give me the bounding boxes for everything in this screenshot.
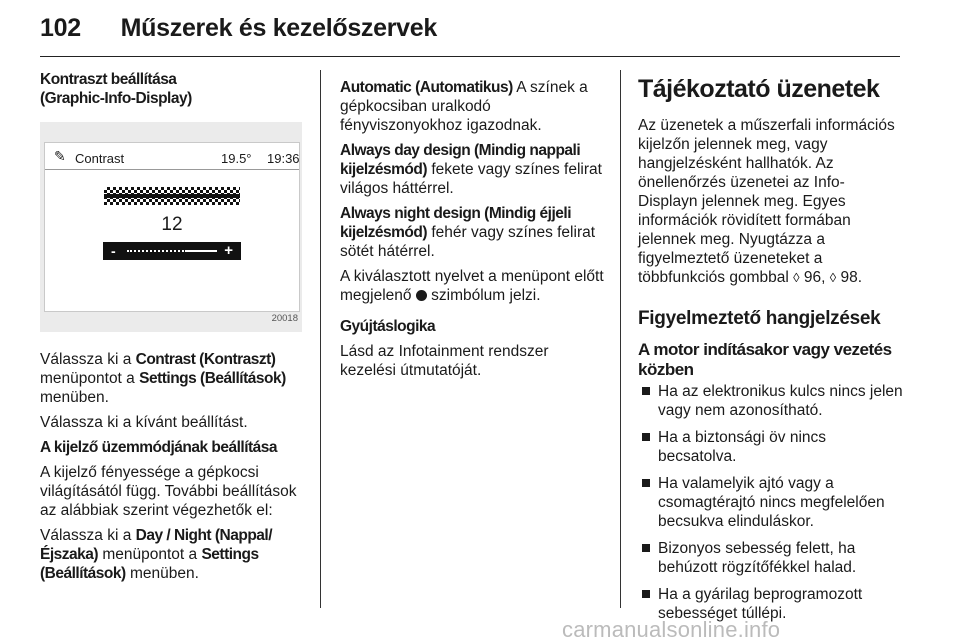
paragraph-brightness: A kijelző fényessége a gépkocsi világításától függ. További beállítások az alábbiak szerint végezhetők el:: [40, 464, 297, 519]
column-2: [340, 78, 608, 386]
option-always-night: Always night design (Mindig éjjeli kijelzésmód) fehér vagy színes felirat sötét hátérrel.: [340, 205, 596, 260]
list-item: Ha az elektronikus kulcs nincs jelen vagy nem azonosítható.: [638, 382, 904, 420]
option-always-day: Always day design (Mindig nappali kijelzésmód) fekete vagy színes felirat világos háttérrel.: [340, 142, 602, 197]
column-3: [638, 74, 904, 631]
filled-circle-icon: [416, 290, 427, 301]
bullet-square-icon: [642, 590, 650, 598]
page-ref-arrow-icon: ◊: [793, 270, 800, 285]
option-automatic: Automatic (Automatikus) A színek a gépkocsiban uralkodó fényviszonyokhoz igazodnak.: [340, 79, 588, 134]
display-time: 19:36: [267, 151, 300, 166]
engine-start-subheading: A motor indításakor vagy vezetés közben: [638, 340, 892, 379]
page-header: [40, 14, 437, 43]
display-mode-heading: A kijelző üzemmódjának beállítása: [40, 439, 278, 456]
slider-plus: +: [224, 242, 233, 259]
page-ref-arrow-icon: ◊: [829, 270, 837, 285]
warning-chimes-heading: Figyelmeztető hangjelzések: [638, 308, 881, 329]
list-item: Ha valamelyik ajtó vagy a csomagtérajtó nincs megfelelően becsukva elinduláskor.: [638, 474, 904, 531]
display-label: Contrast: [75, 151, 125, 166]
ignition-logic-heading: Gyújtáslogika: [340, 318, 436, 335]
warning-list: [638, 382, 904, 623]
paragraph-select-contrast: Válassza ki a Contrast (Kontraszt) menüpontot a Settings (Beállítások) menüben.: [40, 351, 286, 406]
header-rule: [40, 56, 900, 57]
slider-solid-track: [187, 250, 217, 252]
bullet-square-icon: [642, 544, 650, 552]
contrast-test-band: [104, 194, 240, 198]
bullet-square-icon: [642, 433, 650, 441]
bullet-square-icon: [642, 387, 650, 395]
bullet-square-icon: [642, 479, 650, 487]
column-divider-2: [620, 70, 621, 608]
paragraph-language-symbol: A kiválasztott nyelvet a menüpont előtt megjelenő szimbólum jelzi.: [340, 268, 604, 304]
display-screen: [44, 142, 300, 312]
display-top-bar: [45, 143, 299, 170]
paragraph-select-setting: Válassza ki a kívánt beállítást.: [40, 414, 248, 431]
info-messages-heading: Tájékoztató üzenetek: [638, 75, 880, 103]
contrast-slider: [103, 242, 241, 260]
paragraph-info-messages: Az üzenetek a műszerfali információs kijelzőn jelennek meg, vagy hangjelzésként hallhatók. Az önellenőrzés üzenetei az Info-Displayn jelennek meg. Egyes információk rövidített formában jelennek meg. Nyugtázza a figyelmeztető üzeneteket a többfunkciós gombbal ◊ 96, ◊ 98.: [638, 117, 895, 286]
list-item: Bizonyos sebesség felett, ha behúzott rögzítőfékkel halad.: [638, 539, 904, 577]
slider-minus: -: [111, 243, 116, 259]
paragraph-select-day-night: Válassza ki a Day / Night (Nappal/ Éjszaka) menüpontot a Settings (Beállítások) menüben.: [40, 527, 273, 582]
paragraph-ignition: Lásd az Infotainment rendszer kezelési útmutatóját.: [340, 343, 549, 379]
list-item: Ha a biztonsági öv nincs becsatolva.: [638, 428, 904, 466]
list-item: Ha a gyárilag beprogramozott sebességet túllépi.: [638, 585, 904, 623]
page-number: 102: [40, 14, 81, 42]
figure-number: 20018: [271, 313, 298, 324]
settings-wrench-icon: ✎: [54, 148, 66, 164]
contrast-value: 12: [161, 214, 183, 235]
contrast-section-title: Kontraszt beállítása (Graphic-Info-Display): [40, 71, 192, 107]
watermark: carmanualsonline.info: [562, 617, 781, 642]
column-1: [40, 70, 302, 589]
contrast-display-figure: [40, 122, 302, 332]
slider-dotted-track: [127, 250, 187, 252]
chapter-title: Műszerek és kezelőszervek: [120, 14, 437, 42]
column-divider-1: [320, 70, 321, 608]
display-temperature: 19.5°: [221, 151, 252, 166]
